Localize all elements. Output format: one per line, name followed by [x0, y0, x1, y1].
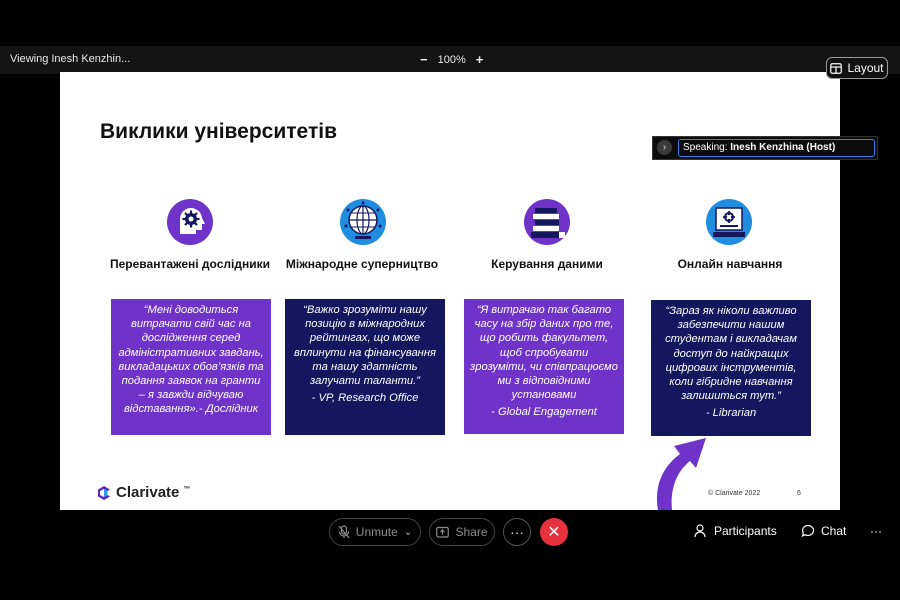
- logo-trademark: ™: [183, 486, 191, 493]
- layout-button-label: Layout: [847, 61, 884, 75]
- speaker-name: Inesh Kenzhina (Host): [730, 142, 836, 153]
- participants-button[interactable]: [694, 524, 777, 538]
- chat-label: Chat: [821, 524, 847, 538]
- share-button[interactable]: [429, 518, 495, 546]
- clarivate-logo-icon: [96, 485, 112, 501]
- meeting-top-bar: [0, 46, 900, 74]
- curved-arrow-icon: [640, 432, 710, 510]
- layout-button[interactable]: [826, 57, 888, 79]
- speaking-indicator: [652, 136, 878, 160]
- participants-icon: [694, 524, 708, 538]
- slide-page-number: 6: [797, 490, 801, 497]
- speaking-box: [678, 139, 875, 157]
- quote-text: “Важко зрозуміти нашу позицію в міжнародних рейтингах, що може вплинути на фінансування та нашу здатність залучати таланти.”: [294, 304, 436, 388]
- quote-card-international: [285, 299, 445, 435]
- slide-title: Виклики університетів: [100, 120, 337, 143]
- chat-button[interactable]: [801, 524, 846, 538]
- zoom-in-button[interactable]: +: [475, 52, 484, 67]
- close-icon: ✕: [547, 524, 561, 541]
- meeting-controls: [0, 514, 900, 550]
- muted-microphone-icon: [338, 525, 350, 539]
- quote-card-data: [464, 299, 624, 434]
- speaking-prefix: Speaking:: [683, 142, 728, 153]
- unmute-label: Unmute: [355, 525, 398, 539]
- quote-card-researchers: [111, 299, 271, 435]
- column-heading-international: Міжнародне суперництво: [285, 257, 439, 271]
- clarivate-logo: [96, 484, 190, 501]
- quote-attribution: - VP, Research Office: [311, 392, 419, 405]
- more-options-button[interactable]: [503, 518, 531, 546]
- chat-icon: [801, 524, 815, 538]
- globe-icon: [339, 198, 387, 246]
- chevron-right-icon[interactable]: ›: [657, 140, 672, 155]
- quote-attribution: - Librarian: [705, 407, 757, 420]
- slide-copyright: © Clarivate 2022: [708, 490, 761, 497]
- zoom-controls: [420, 52, 483, 67]
- quote-attribution: - Global Engagement: [491, 406, 597, 419]
- researcher-gear-icon: [166, 198, 214, 246]
- share-icon: [436, 526, 449, 538]
- participants-label: Participants: [714, 524, 777, 538]
- quote-card-online: [651, 300, 811, 436]
- column-heading-online: Онлайн навчання: [677, 257, 783, 271]
- share-label: Share: [455, 525, 488, 539]
- quote-text: “Я витрачаю так багато часу на збір даних про те, що робить факультет, щоб спробувати зрозуміти, чи співпрацюємо ми з відповідними установами: [470, 304, 618, 402]
- overflow-icon: ···: [870, 524, 882, 538]
- more-icon: ···: [510, 524, 524, 540]
- column-heading-researchers: Перевантажені дослідники: [110, 257, 270, 271]
- viewing-label: Viewing Inesh Kenzhin...: [10, 53, 131, 65]
- quote-text: “Мені доводиться витрачати свій час на дослідження серед адміністративних завдань, викладацьких обов’язків та подання заявок на гранти – я завжди відчуваю відставання».- Дослідник: [118, 304, 264, 416]
- overflow-menu-button[interactable]: [870, 524, 882, 538]
- column-heading-data: Керування даними: [491, 257, 603, 271]
- layout-icon: [830, 63, 842, 74]
- chevron-down-icon[interactable]: ⌄: [403, 526, 413, 538]
- end-call-button[interactable]: [540, 518, 568, 546]
- zoom-out-button[interactable]: −: [420, 52, 428, 67]
- unmute-button[interactable]: [329, 518, 421, 546]
- quote-text: “Зараз як ніколи важливо забезпечити нашим студентам і викладачам доступ до найкращих цифрових інструментів, коли гібридне навчання залишиться тут.”: [665, 305, 797, 403]
- logo-text: Clarivate: [116, 484, 180, 501]
- online-learning-icon: [705, 198, 753, 246]
- books-stack-icon: [523, 198, 571, 246]
- zoom-level: 100%: [437, 53, 466, 66]
